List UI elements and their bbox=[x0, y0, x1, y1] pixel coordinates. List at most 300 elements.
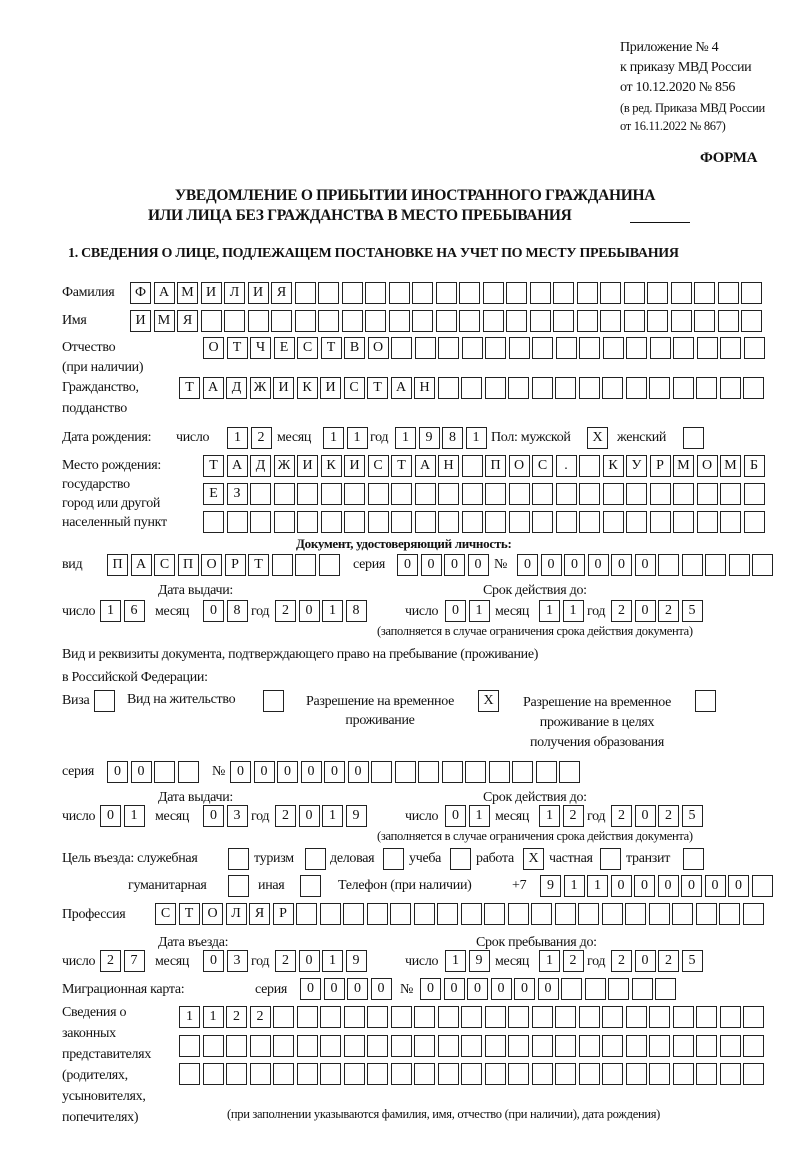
char-box[interactable] bbox=[718, 282, 739, 304]
char-box[interactable] bbox=[697, 511, 718, 533]
representatives-boxes-2[interactable] bbox=[179, 1035, 767, 1057]
char-box[interactable] bbox=[673, 1063, 694, 1085]
doc-number-boxes[interactable] bbox=[517, 554, 776, 576]
char-box[interactable]: С bbox=[344, 377, 365, 399]
char-box[interactable] bbox=[414, 1035, 435, 1057]
char-box[interactable]: К bbox=[297, 377, 318, 399]
char-box[interactable] bbox=[743, 377, 764, 399]
char-box[interactable]: 5 bbox=[682, 805, 703, 827]
char-box[interactable] bbox=[154, 761, 175, 783]
char-box[interactable] bbox=[365, 310, 386, 332]
char-box[interactable]: И bbox=[201, 282, 222, 304]
char-box[interactable] bbox=[673, 377, 694, 399]
birth-year-boxes[interactable] bbox=[395, 427, 489, 449]
char-box[interactable]: Д bbox=[250, 455, 271, 477]
char-box[interactable] bbox=[414, 903, 435, 925]
char-box[interactable]: Т bbox=[179, 903, 200, 925]
char-box[interactable] bbox=[556, 337, 577, 359]
purpose-humanitarian-checkbox[interactable] bbox=[228, 875, 252, 897]
char-box[interactable] bbox=[602, 1035, 623, 1057]
char-box[interactable]: 0 bbox=[538, 978, 559, 1000]
char-box[interactable]: 2 bbox=[251, 427, 272, 449]
birth-day-boxes[interactable] bbox=[227, 427, 274, 449]
char-box[interactable]: 0 bbox=[681, 875, 702, 897]
char-box[interactable]: 1 bbox=[179, 1006, 200, 1028]
char-box[interactable] bbox=[626, 337, 647, 359]
visa-checkbox[interactable] bbox=[94, 690, 118, 712]
char-box[interactable]: 0 bbox=[100, 805, 121, 827]
migration-number-boxes[interactable] bbox=[420, 978, 679, 1000]
char-box[interactable]: 0 bbox=[203, 805, 224, 827]
char-box[interactable]: Т bbox=[321, 337, 342, 359]
char-box[interactable]: О bbox=[201, 554, 222, 576]
char-box[interactable] bbox=[344, 1035, 365, 1057]
doc-kind-boxes[interactable] bbox=[107, 554, 342, 576]
char-box[interactable]: 1 bbox=[564, 875, 585, 897]
char-box[interactable] bbox=[344, 1006, 365, 1028]
char-box[interactable] bbox=[485, 511, 506, 533]
char-box[interactable] bbox=[295, 554, 316, 576]
char-box[interactable]: И bbox=[320, 377, 341, 399]
char-box[interactable]: 0 bbox=[324, 761, 345, 783]
char-box[interactable]: О bbox=[368, 337, 389, 359]
char-box[interactable] bbox=[391, 483, 412, 505]
char-box[interactable] bbox=[296, 903, 317, 925]
char-box[interactable]: 1 bbox=[322, 600, 343, 622]
char-box[interactable] bbox=[342, 310, 363, 332]
char-box[interactable]: Ж bbox=[250, 377, 271, 399]
char-box[interactable]: Ф bbox=[130, 282, 151, 304]
char-box[interactable]: И bbox=[297, 455, 318, 477]
char-box[interactable] bbox=[682, 554, 703, 576]
char-box[interactable]: Б bbox=[744, 455, 765, 477]
char-box[interactable] bbox=[485, 1035, 506, 1057]
char-box[interactable]: 2 bbox=[611, 950, 632, 972]
char-box[interactable] bbox=[696, 377, 717, 399]
char-box[interactable]: С bbox=[155, 903, 176, 925]
char-box[interactable]: 7 bbox=[124, 950, 145, 972]
char-box[interactable] bbox=[531, 903, 552, 925]
char-box[interactable] bbox=[578, 903, 599, 925]
char-box[interactable]: 9 bbox=[419, 427, 440, 449]
char-box[interactable] bbox=[530, 282, 551, 304]
char-box[interactable] bbox=[437, 903, 458, 925]
char-box[interactable] bbox=[297, 483, 318, 505]
char-box[interactable] bbox=[696, 1035, 717, 1057]
char-box[interactable] bbox=[600, 848, 621, 870]
char-box[interactable] bbox=[579, 455, 600, 477]
purpose-business-checkbox[interactable] bbox=[383, 848, 407, 870]
char-box[interactable] bbox=[553, 282, 574, 304]
profession-boxes[interactable] bbox=[155, 903, 766, 925]
char-box[interactable] bbox=[532, 511, 553, 533]
char-box[interactable]: 0 bbox=[203, 600, 224, 622]
char-box[interactable] bbox=[553, 310, 574, 332]
char-box[interactable] bbox=[608, 978, 629, 1000]
doc-valid-year-boxes[interactable] bbox=[611, 600, 705, 622]
char-box[interactable] bbox=[391, 1006, 412, 1028]
char-box[interactable] bbox=[250, 483, 271, 505]
char-box[interactable]: 2 bbox=[275, 950, 296, 972]
char-box[interactable]: 0 bbox=[444, 978, 465, 1000]
char-box[interactable] bbox=[655, 978, 676, 1000]
char-box[interactable]: 1 bbox=[322, 950, 343, 972]
char-box[interactable] bbox=[508, 1063, 529, 1085]
char-box[interactable] bbox=[579, 1063, 600, 1085]
char-box[interactable] bbox=[438, 337, 459, 359]
char-box[interactable]: 9 bbox=[346, 950, 367, 972]
char-box[interactable] bbox=[368, 511, 389, 533]
char-box[interactable]: И bbox=[248, 282, 269, 304]
stay-series-boxes[interactable] bbox=[107, 761, 201, 783]
char-box[interactable]: 0 bbox=[467, 978, 488, 1000]
char-box[interactable] bbox=[555, 377, 576, 399]
char-box[interactable] bbox=[743, 903, 764, 925]
char-box[interactable] bbox=[658, 554, 679, 576]
stay-number-boxes[interactable] bbox=[230, 761, 583, 783]
char-box[interactable] bbox=[579, 337, 600, 359]
char-box[interactable]: А bbox=[203, 377, 224, 399]
char-box[interactable]: 0 bbox=[468, 554, 489, 576]
char-box[interactable] bbox=[415, 511, 436, 533]
char-box[interactable]: З bbox=[227, 483, 248, 505]
char-box[interactable] bbox=[344, 483, 365, 505]
char-box[interactable] bbox=[626, 1035, 647, 1057]
char-box[interactable] bbox=[273, 1063, 294, 1085]
char-box[interactable] bbox=[483, 310, 504, 332]
char-box[interactable] bbox=[694, 310, 715, 332]
stay-until-day-boxes[interactable] bbox=[445, 950, 492, 972]
phone-boxes[interactable] bbox=[540, 875, 775, 897]
char-box[interactable] bbox=[741, 282, 762, 304]
stay-issue-month-boxes[interactable] bbox=[203, 805, 250, 827]
char-box[interactable]: 0 bbox=[491, 978, 512, 1000]
char-box[interactable]: 8 bbox=[442, 427, 463, 449]
char-box[interactable] bbox=[391, 337, 412, 359]
char-box[interactable]: 0 bbox=[635, 950, 656, 972]
char-box[interactable] bbox=[367, 1063, 388, 1085]
char-box[interactable] bbox=[344, 511, 365, 533]
char-box[interactable]: 0 bbox=[705, 875, 726, 897]
char-box[interactable] bbox=[485, 1063, 506, 1085]
char-box[interactable]: 1 bbox=[323, 427, 344, 449]
char-box[interactable]: А bbox=[415, 455, 436, 477]
char-box[interactable]: Н bbox=[438, 455, 459, 477]
char-box[interactable] bbox=[555, 1063, 576, 1085]
char-box[interactable]: 0 bbox=[564, 554, 585, 576]
char-box[interactable] bbox=[650, 483, 671, 505]
char-box[interactable] bbox=[179, 1035, 200, 1057]
char-box[interactable] bbox=[632, 978, 653, 1000]
purpose-study-checkbox[interactable] bbox=[450, 848, 474, 870]
char-box[interactable] bbox=[274, 483, 295, 505]
char-box[interactable]: О bbox=[509, 455, 530, 477]
char-box[interactable]: Р bbox=[650, 455, 671, 477]
char-box[interactable]: Я bbox=[249, 903, 270, 925]
char-box[interactable] bbox=[683, 848, 704, 870]
char-box[interactable]: 0 bbox=[541, 554, 562, 576]
char-box[interactable] bbox=[94, 690, 115, 712]
char-box[interactable] bbox=[272, 554, 293, 576]
doc-valid-day-boxes[interactable] bbox=[445, 600, 492, 622]
char-box[interactable] bbox=[671, 282, 692, 304]
char-box[interactable]: 1 bbox=[539, 600, 560, 622]
char-box[interactable]: Т bbox=[203, 455, 224, 477]
char-box[interactable] bbox=[532, 483, 553, 505]
char-box[interactable] bbox=[536, 761, 557, 783]
char-box[interactable] bbox=[271, 310, 292, 332]
char-box[interactable]: 0 bbox=[324, 978, 345, 1000]
char-box[interactable]: 0 bbox=[131, 761, 152, 783]
char-box[interactable] bbox=[532, 337, 553, 359]
char-box[interactable]: О bbox=[203, 337, 224, 359]
char-box[interactable]: 0 bbox=[588, 554, 609, 576]
purpose-private-checkbox[interactable] bbox=[600, 848, 624, 870]
char-box[interactable]: 1 bbox=[563, 600, 584, 622]
char-box[interactable] bbox=[248, 310, 269, 332]
char-box[interactable] bbox=[465, 761, 486, 783]
char-box[interactable]: 1 bbox=[539, 950, 560, 972]
stay-issue-year-boxes[interactable] bbox=[275, 805, 369, 827]
char-box[interactable] bbox=[508, 903, 529, 925]
char-box[interactable] bbox=[673, 483, 694, 505]
char-box[interactable] bbox=[719, 903, 740, 925]
char-box[interactable]: 2 bbox=[611, 805, 632, 827]
char-box[interactable] bbox=[532, 377, 553, 399]
char-box[interactable] bbox=[603, 511, 624, 533]
char-box[interactable] bbox=[391, 1063, 412, 1085]
representatives-boxes-3[interactable] bbox=[179, 1063, 767, 1085]
char-box[interactable] bbox=[179, 1063, 200, 1085]
char-box[interactable] bbox=[367, 1006, 388, 1028]
char-box[interactable] bbox=[649, 377, 670, 399]
char-box[interactable]: 1 bbox=[469, 600, 490, 622]
char-box[interactable] bbox=[509, 483, 530, 505]
char-box[interactable] bbox=[438, 511, 459, 533]
char-box[interactable]: 0 bbox=[299, 600, 320, 622]
char-box[interactable] bbox=[318, 310, 339, 332]
char-box[interactable]: 2 bbox=[658, 950, 679, 972]
char-box[interactable]: Р bbox=[273, 903, 294, 925]
char-box[interactable] bbox=[436, 310, 457, 332]
char-box[interactable]: 2 bbox=[275, 600, 296, 622]
char-box[interactable] bbox=[532, 1006, 553, 1028]
char-box[interactable]: 0 bbox=[230, 761, 251, 783]
char-box[interactable]: 1 bbox=[203, 1006, 224, 1028]
char-box[interactable]: 1 bbox=[539, 805, 560, 827]
char-box[interactable]: 0 bbox=[611, 875, 632, 897]
char-box[interactable]: 0 bbox=[420, 978, 441, 1000]
char-box[interactable] bbox=[555, 1035, 576, 1057]
char-box[interactable] bbox=[320, 1006, 341, 1028]
char-box[interactable] bbox=[342, 282, 363, 304]
char-box[interactable]: 0 bbox=[300, 978, 321, 1000]
char-box[interactable] bbox=[603, 337, 624, 359]
char-box[interactable] bbox=[389, 310, 410, 332]
entry-year-boxes[interactable] bbox=[275, 950, 369, 972]
char-box[interactable] bbox=[672, 903, 693, 925]
char-box[interactable] bbox=[367, 1035, 388, 1057]
char-box[interactable] bbox=[418, 761, 439, 783]
sex-female-checkbox[interactable] bbox=[683, 427, 707, 449]
char-box[interactable] bbox=[647, 282, 668, 304]
char-box[interactable] bbox=[720, 1035, 741, 1057]
char-box[interactable] bbox=[729, 554, 750, 576]
char-box[interactable] bbox=[744, 483, 765, 505]
char-box[interactable] bbox=[485, 483, 506, 505]
char-box[interactable] bbox=[626, 377, 647, 399]
char-box[interactable] bbox=[273, 1035, 294, 1057]
char-box[interactable] bbox=[577, 282, 598, 304]
stay-issue-day-boxes[interactable] bbox=[100, 805, 147, 827]
entry-month-boxes[interactable] bbox=[203, 950, 250, 972]
char-box[interactable]: . bbox=[556, 455, 577, 477]
char-box[interactable] bbox=[720, 337, 741, 359]
char-box[interactable] bbox=[624, 310, 645, 332]
char-box[interactable] bbox=[506, 310, 527, 332]
char-box[interactable] bbox=[273, 1006, 294, 1028]
char-box[interactable] bbox=[368, 483, 389, 505]
char-box[interactable] bbox=[626, 1006, 647, 1028]
char-box[interactable] bbox=[485, 337, 506, 359]
char-box[interactable]: Я bbox=[177, 310, 198, 332]
char-box[interactable]: И bbox=[273, 377, 294, 399]
doc-valid-month-boxes[interactable] bbox=[539, 600, 586, 622]
char-box[interactable]: 0 bbox=[635, 600, 656, 622]
char-box[interactable] bbox=[438, 1063, 459, 1085]
doc-issue-month-boxes[interactable] bbox=[203, 600, 250, 622]
char-box[interactable] bbox=[602, 1006, 623, 1028]
char-box[interactable]: 0 bbox=[348, 761, 369, 783]
char-box[interactable] bbox=[626, 1063, 647, 1085]
char-box[interactable] bbox=[694, 282, 715, 304]
char-box[interactable] bbox=[673, 337, 694, 359]
char-box[interactable]: П bbox=[485, 455, 506, 477]
char-box[interactable] bbox=[625, 903, 646, 925]
purpose-official-checkbox[interactable] bbox=[228, 848, 252, 870]
char-box[interactable] bbox=[462, 455, 483, 477]
char-box[interactable] bbox=[561, 978, 582, 1000]
char-box[interactable] bbox=[508, 1006, 529, 1028]
char-box[interactable] bbox=[395, 761, 416, 783]
char-box[interactable] bbox=[555, 903, 576, 925]
char-box[interactable] bbox=[579, 483, 600, 505]
char-box[interactable] bbox=[318, 282, 339, 304]
char-box[interactable] bbox=[436, 282, 457, 304]
char-box[interactable] bbox=[414, 1063, 435, 1085]
char-box[interactable]: К bbox=[321, 455, 342, 477]
char-box[interactable]: Л bbox=[226, 903, 247, 925]
char-box[interactable]: 2 bbox=[250, 1006, 271, 1028]
stay-valid-month-boxes[interactable] bbox=[539, 805, 586, 827]
char-box[interactable] bbox=[461, 1063, 482, 1085]
char-box[interactable] bbox=[305, 848, 326, 870]
char-box[interactable]: Т bbox=[179, 377, 200, 399]
char-box[interactable] bbox=[295, 282, 316, 304]
char-box[interactable]: В bbox=[344, 337, 365, 359]
char-box[interactable] bbox=[459, 310, 480, 332]
sex-male-checkbox[interactable] bbox=[587, 427, 611, 449]
char-box[interactable] bbox=[297, 1035, 318, 1057]
char-box[interactable]: С bbox=[297, 337, 318, 359]
char-box[interactable] bbox=[508, 1035, 529, 1057]
char-box[interactable] bbox=[579, 511, 600, 533]
purpose-other-checkbox[interactable] bbox=[300, 875, 324, 897]
char-box[interactable] bbox=[224, 310, 245, 332]
char-box[interactable] bbox=[743, 1035, 764, 1057]
char-box[interactable]: 0 bbox=[397, 554, 418, 576]
char-box[interactable] bbox=[602, 1063, 623, 1085]
purpose-work-checkbox[interactable] bbox=[523, 848, 547, 870]
char-box[interactable]: М bbox=[720, 455, 741, 477]
char-box[interactable] bbox=[649, 903, 670, 925]
char-box[interactable]: Н bbox=[414, 377, 435, 399]
char-box[interactable] bbox=[485, 1006, 506, 1028]
char-box[interactable]: X bbox=[478, 690, 499, 712]
char-box[interactable] bbox=[649, 1035, 670, 1057]
char-box[interactable] bbox=[555, 1006, 576, 1028]
char-box[interactable] bbox=[696, 1063, 717, 1085]
char-box[interactable]: 1 bbox=[469, 805, 490, 827]
representatives-boxes-1[interactable] bbox=[179, 1006, 767, 1028]
char-box[interactable] bbox=[673, 511, 694, 533]
char-box[interactable] bbox=[720, 483, 741, 505]
char-box[interactable]: 0 bbox=[371, 978, 392, 1000]
char-box[interactable] bbox=[743, 1063, 764, 1085]
char-box[interactable]: Т bbox=[391, 455, 412, 477]
char-box[interactable] bbox=[297, 1063, 318, 1085]
stay-valid-year-boxes[interactable] bbox=[611, 805, 705, 827]
char-box[interactable]: А bbox=[131, 554, 152, 576]
char-box[interactable] bbox=[321, 483, 342, 505]
char-box[interactable]: Т bbox=[248, 554, 269, 576]
stay-valid-day-boxes[interactable] bbox=[445, 805, 492, 827]
char-box[interactable]: 1 bbox=[587, 875, 608, 897]
char-box[interactable]: О bbox=[202, 903, 223, 925]
char-box[interactable]: Т bbox=[367, 377, 388, 399]
char-box[interactable] bbox=[683, 427, 704, 449]
char-box[interactable] bbox=[438, 1035, 459, 1057]
char-box[interactable]: 1 bbox=[445, 950, 466, 972]
char-box[interactable] bbox=[295, 310, 316, 332]
char-box[interactable] bbox=[649, 1063, 670, 1085]
char-box[interactable] bbox=[696, 903, 717, 925]
char-box[interactable]: 0 bbox=[299, 950, 320, 972]
char-box[interactable] bbox=[579, 1006, 600, 1028]
char-box[interactable] bbox=[300, 875, 321, 897]
char-box[interactable]: 0 bbox=[299, 805, 320, 827]
char-box[interactable] bbox=[203, 1063, 224, 1085]
char-box[interactable] bbox=[671, 310, 692, 332]
birth-place-boxes-1[interactable] bbox=[203, 455, 767, 477]
char-box[interactable]: М bbox=[177, 282, 198, 304]
char-box[interactable] bbox=[603, 483, 624, 505]
char-box[interactable]: 0 bbox=[254, 761, 275, 783]
char-box[interactable]: 0 bbox=[445, 805, 466, 827]
char-box[interactable] bbox=[462, 511, 483, 533]
char-box[interactable]: 2 bbox=[226, 1006, 247, 1028]
char-box[interactable]: 1 bbox=[466, 427, 487, 449]
temp-residence-checkbox[interactable] bbox=[478, 690, 502, 712]
char-box[interactable] bbox=[320, 1063, 341, 1085]
char-box[interactable]: О bbox=[697, 455, 718, 477]
char-box[interactable]: 5 bbox=[682, 950, 703, 972]
char-box[interactable]: А bbox=[227, 455, 248, 477]
char-box[interactable]: С bbox=[368, 455, 389, 477]
doc-issue-day-boxes[interactable] bbox=[100, 600, 147, 622]
char-box[interactable]: Л bbox=[224, 282, 245, 304]
char-box[interactable]: 1 bbox=[347, 427, 368, 449]
